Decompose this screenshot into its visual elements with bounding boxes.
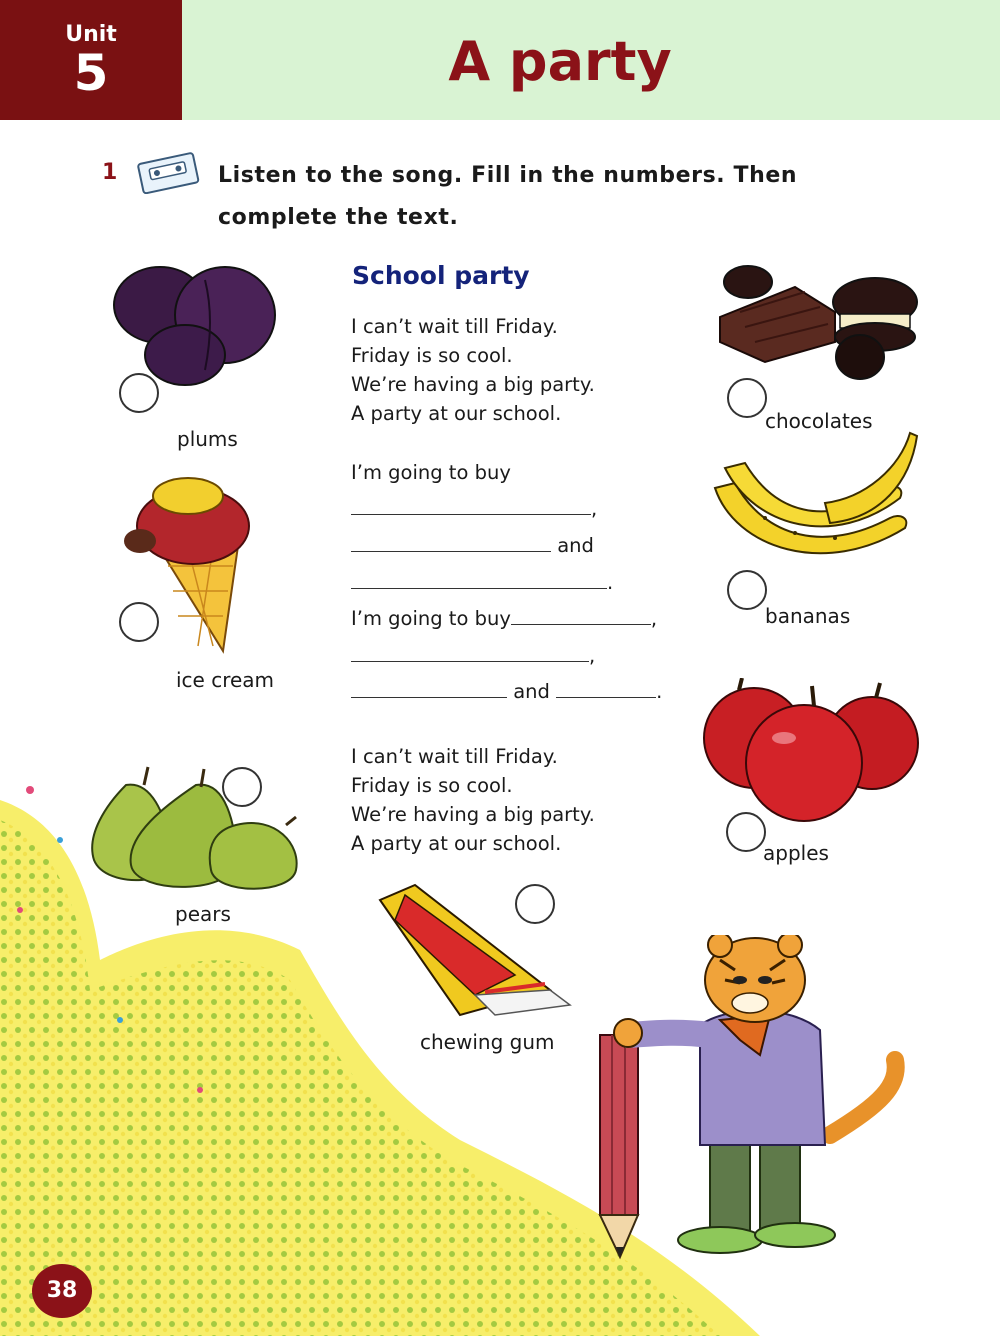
- verse-line: I can’t wait till Friday.: [351, 745, 558, 768]
- verse-1: [351, 312, 595, 428]
- blank-line[interactable]: [351, 531, 594, 560]
- word-and: and: [513, 680, 550, 703]
- buy-intro-2: I’m going to buy: [351, 607, 511, 630]
- blank-line[interactable]: .: [351, 568, 613, 597]
- number-circle-apples[interactable]: [726, 812, 766, 852]
- number-circle-chocolates[interactable]: [727, 378, 767, 418]
- pears-illustration: [86, 765, 306, 895]
- answer-blank[interactable]: [511, 604, 651, 625]
- bananas-illustration: [705, 428, 920, 578]
- exercise-instruction: Listen to the song. Fill in the numbers. Then complete the text.: [218, 163, 798, 230]
- verse-line: Friday is so cool.: [351, 774, 513, 797]
- song-title: School party: [352, 261, 530, 290]
- label-chewing-gum: chewing gum: [420, 1030, 555, 1054]
- verse-line: A party at our school.: [351, 402, 562, 425]
- page-number: 38: [46, 1278, 78, 1303]
- verse-line: We’re having a big party.: [351, 373, 595, 396]
- blank-line[interactable]: I’m going to buy ,: [351, 604, 657, 633]
- label-apples: apples: [763, 841, 829, 865]
- label-ice-cream: ice cream: [176, 668, 275, 692]
- chocolates-illustration: [710, 262, 920, 384]
- number-circle-bananas[interactable]: [727, 570, 767, 610]
- label-chocolates: chocolates: [765, 409, 873, 433]
- answer-blank[interactable]: [351, 677, 507, 698]
- number-circle-plums[interactable]: [119, 373, 159, 413]
- number-circle-ice-cream[interactable]: [119, 602, 159, 642]
- verse-line: A party at our school.: [351, 832, 562, 855]
- answer-blank[interactable]: [556, 677, 656, 698]
- verse-2: [351, 742, 595, 858]
- verse-line: Friday is so cool.: [351, 344, 513, 367]
- answer-blank[interactable]: [351, 531, 551, 552]
- exercise-number: 1: [102, 160, 118, 185]
- answer-blank[interactable]: [351, 568, 607, 589]
- number-circle-chewing-gum[interactable]: [515, 884, 555, 924]
- unit-number: 5: [73, 44, 109, 102]
- label-pears: pears: [175, 902, 231, 926]
- tiger-mascot-illustration: [590, 935, 910, 1265]
- label-plums: plums: [177, 427, 238, 451]
- word-and: and: [557, 534, 594, 557]
- apples-illustration: [694, 678, 924, 828]
- answer-blank[interactable]: [351, 641, 589, 662]
- cassette-tape-icon: [136, 150, 202, 194]
- blank-line[interactable]: ,: [351, 494, 597, 523]
- label-bananas: bananas: [765, 604, 851, 628]
- unit-label: Unit: [65, 22, 117, 47]
- answer-blank[interactable]: [351, 494, 591, 515]
- buy-intro-1: I’m going to buy: [351, 461, 511, 484]
- page-title: A party: [448, 30, 672, 93]
- verse-line: I can’t wait till Friday.: [351, 315, 558, 338]
- blank-line[interactable]: and .: [351, 677, 662, 706]
- plums-illustration: [105, 260, 283, 388]
- verse-line: We’re having a big party.: [351, 803, 595, 826]
- blank-line[interactable]: ,: [351, 641, 595, 670]
- number-circle-pears[interactable]: [222, 767, 262, 807]
